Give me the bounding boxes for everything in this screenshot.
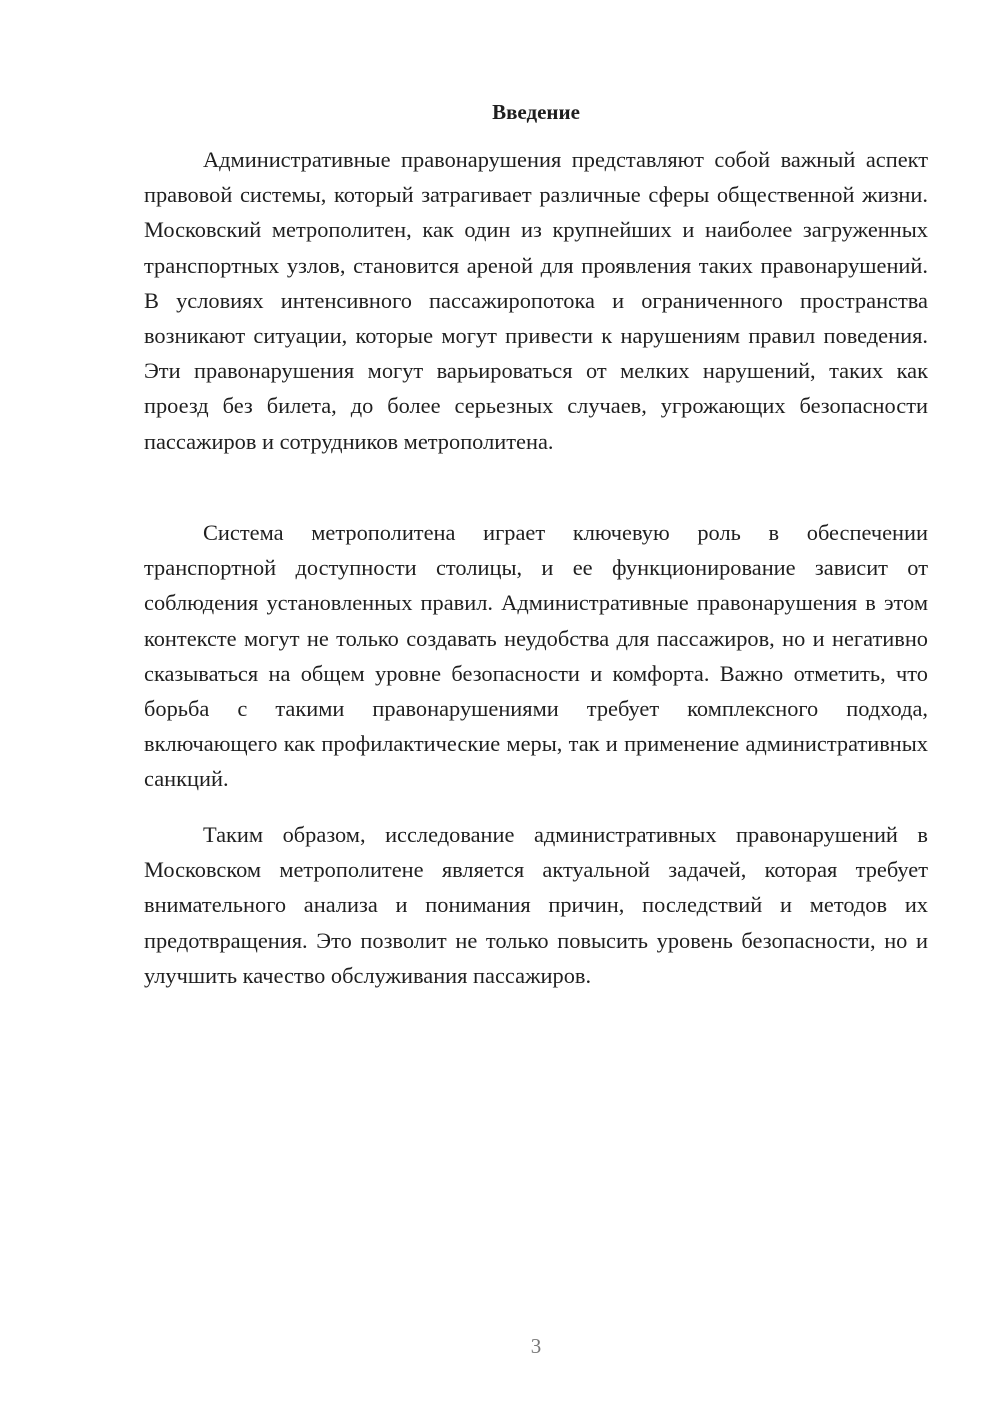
paragraph-3: Таким образом, исследование административных правонарушений в Московском метрополитене является актуальной задачей, которая требует внимательного анализа и понимания причин, последствий и методов их предотвращения. Это позволит не только повысить уровень безопасности, но и улучшить качество обслуживания пассажиров. [144,822,928,988]
paragraph-2: Система метрополитена играет ключевую роль в обеспечении транспортной доступности столицы, и ее функционирование зависит от соблюдения установленных правил. Административные правонарушения в этом контексте могут не только создавать неудобства для пассажиров, но и негативно сказываться на общем уровне безопасности и комфорта. Важно отметить, что борьба с такими правонарушениями требует комплексного подхода, включающего как профилактические меры, так и применение административных санкций. [144,520,928,792]
page-number: 3 [530,1334,542,1358]
paragraph-1: Административные правонарушения представляют собой важный аспект правовой системы, который затрагивает различные сферы общественной жизни. Московский метрополитен, как один из крупнейших и наиболее загруженных транспортных узлов, становится ареной для проявления таких правонарушений. В условиях интенсивного пассажиропотока и ограниченного пространства возникают ситуации, которые могут привести к нарушениям правил поведения. Эти правонарушения могут варьироваться от мелких нарушений, таких как проезд без билета, до более серьезных случаев, угрожающих безопасности пассажиров и сотрудников метрополитена. [144,147,928,454]
section-heading: Введение [492,100,580,124]
